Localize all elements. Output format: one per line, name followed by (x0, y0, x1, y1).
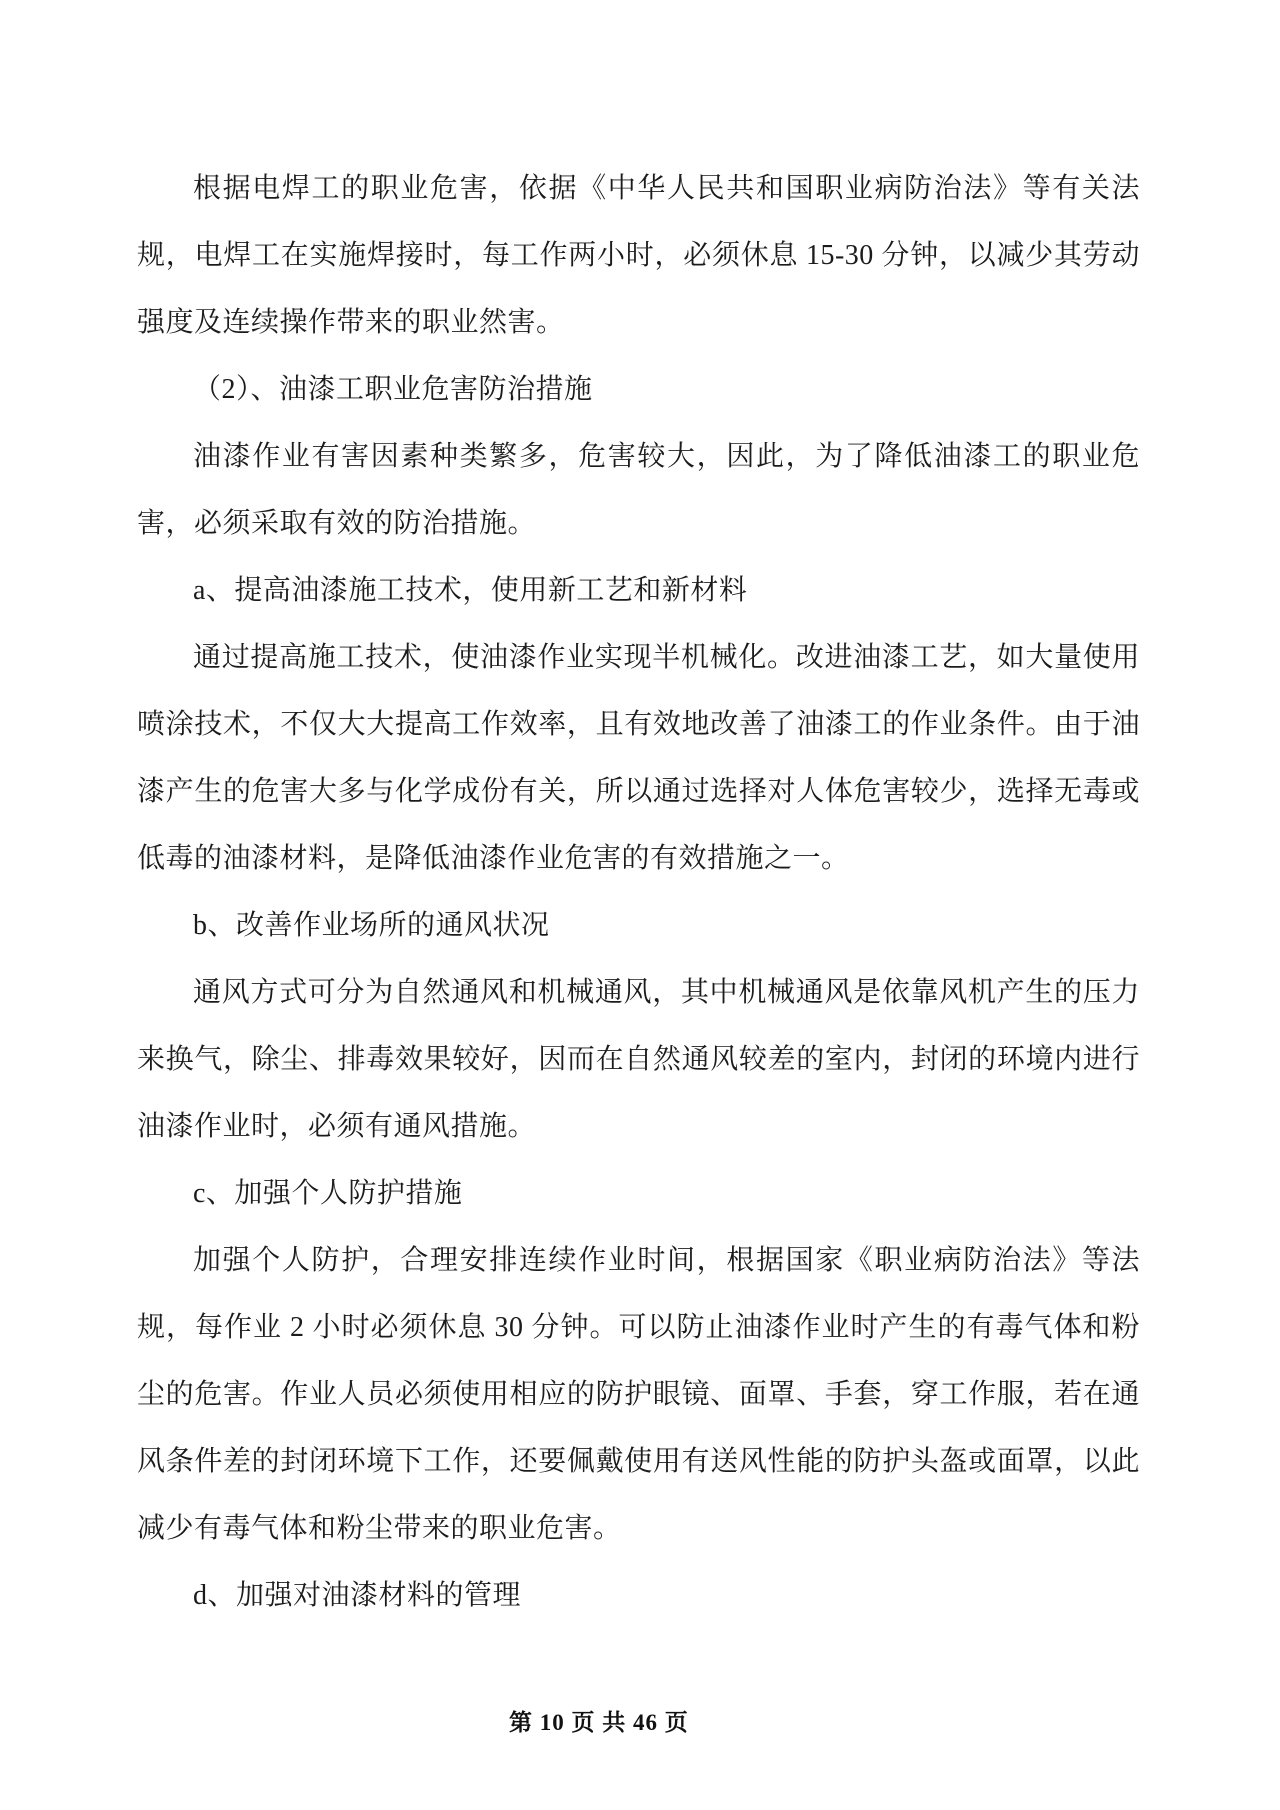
paragraph-welder-regulation: 根据电焊工的职业危害，依据《中华人民共和国职业病防治法》等有关法规，电焊工在实施焊接时，每工作两小时，必须休息 15-30 分钟，以减少其劳动强度及连续操作带来的职业然害。 (137, 173, 1140, 338)
paragraph-heading-c-protection: c、加强个人防护措施 (193, 1178, 463, 1209)
paragraph-painter-intro: 油漆作业有害因素种类繁多，危害较大，因此，为了降低油漆工的职业危害，必须采取有效的防治措施。 (137, 441, 1140, 539)
paragraph-heading-a-technology: a、提高油漆施工技术，使用新工艺和新材料 (193, 575, 748, 606)
paragraph-c-body: 加强个人防护，合理安排连续作业时间，根据国家《职业病防治法》等法规，每作业 2 小时必须休息 30 分钟。可以防止油漆作业时产生的有毒气体和粉尘的危害。作业人员必须使用相应的防护眼镜、面罩、手套，穿工作服，若在通风条件差的封闭环境下工作，还要佩戴使用有送风性能的防护头盔或面罩，以此减少有毒气体和粉尘带来的职业危害。 (137, 1245, 1140, 1544)
paragraph-heading-d-materials: d、加强对油漆材料的管理 (193, 1580, 522, 1611)
document-body (137, 155, 1140, 1629)
paragraph-heading-painter-measures: （2）、油漆工职业危害防治措施 (193, 374, 593, 405)
paragraph-b-body: 通风方式可分为自然通风和机械通风，其中机械通风是依靠风机产生的压力来换气，除尘、排毒效果较好，因而在自然通风较差的室内，封闭的环境内进行油漆作业时，必须有通风措施。 (137, 977, 1140, 1142)
paragraph-heading-b-ventilation: b、改善作业场所的通风状况 (193, 910, 550, 941)
paragraph-a-body: 通过提高施工技术，使油漆作业实现半机械化。改进油漆工艺，如大量使用喷涂技术，不仅大大提高工作效率，且有效地改善了油漆工的作业条件。由于油漆产生的危害大多与化学成份有关，所以通过选择对人体危害较少，选择无毒或低毒的油漆材料，是降低油漆作业危害的有效措施之一。 (137, 642, 1140, 874)
page-number-indicator: 第 10 页 共 46 页 (509, 1710, 689, 1735)
page-footer (482, 1681, 689, 1765)
